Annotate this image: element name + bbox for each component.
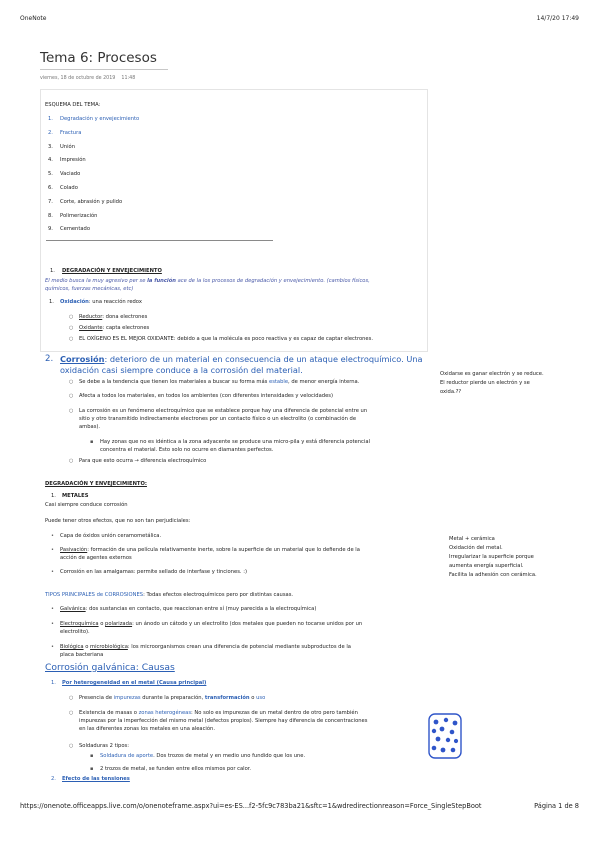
corrosion-bullet-5: Para que esto ocurra → diferencia electroquímico	[79, 458, 207, 464]
oxidante-item: Oxidante: capta electrones	[79, 325, 150, 331]
footer-url: https://onenote.officeapps.live.com/o/onenoteframe.aspx?ui=es-ES...f2-5fc9c783ba21&sftc=1&wdredirectionreason=Force_SingleStepBoot	[20, 802, 482, 810]
cause-1: Por heterogeneidad en el metal (Causa principal)	[62, 680, 207, 686]
circle-bullet-icon: ○	[69, 710, 74, 716]
dot-bullet-icon: •	[51, 644, 54, 650]
soldadura-1: Soldadura de aporte. Dos trozos de metal y en medio uno fundido que los une.	[100, 753, 306, 759]
soldaduras: Soldaduras 2 tipos:	[79, 743, 129, 749]
cause-1b: Existencia de masas o zonas heterogéneas: No solo es impurezas de un metal dentro de otro pero también	[79, 710, 358, 716]
outline-item: Cementado	[60, 226, 91, 233]
corrosion-definition-cont: oxidación casi siempre conduce a la corrosión del material.	[60, 365, 303, 375]
side-note-2-line4: aumenta energía superficial.	[449, 563, 524, 569]
outline-rule	[46, 240, 273, 241]
corrosion-bullet-2: Afecta a todos los materiales, en todos los ambientes (con diferentes intensidades y velocidades)	[79, 393, 333, 399]
corrosion-bullet-3-line2: sitio y otro transmitido indirectamente electrones por un contacto físico o un electrolito (o combinación de	[79, 416, 357, 422]
outline-item-link[interactable]: Degradación y envejecimiento	[60, 116, 140, 122]
tipo-biologica: Biológica o microbiológica: los microorganismos crean una diferencia de potencial mediante subproductos de la	[60, 644, 351, 650]
page-date: viernes, 18 de octubre de 2019 11:48	[40, 76, 136, 81]
dot-bullet-icon: •	[51, 621, 54, 627]
circle-bullet-icon: ○	[69, 458, 74, 464]
dot-bullet-icon: •	[51, 533, 54, 539]
circle-bullet-icon: ○	[69, 325, 74, 331]
metales-heading: METALES	[62, 493, 89, 499]
app-name: OneNote	[20, 15, 47, 22]
cause-2: Efecto de las tensiones	[62, 776, 130, 782]
outline-item-number: 2.	[48, 129, 53, 136]
circle-bullet-icon: ○	[69, 408, 74, 414]
galvanic-causes-heading: Corrosión galvánica: Causas	[45, 662, 175, 673]
dot-bullet-icon: •	[51, 547, 54, 553]
circle-bullet-icon: ○	[69, 314, 74, 320]
sec1-number: 1.	[50, 268, 55, 274]
oxidation-number: 1.	[49, 299, 54, 305]
effect-2-line2: acción de agentes externos	[60, 555, 132, 561]
square-bullet-icon: ▪	[90, 766, 94, 772]
corrosion-number: 2.	[45, 354, 54, 364]
page-title[interactable]: Tema 6: Procesos	[40, 50, 157, 66]
tipo-galvanica: Galvánica: dos sustancias en contacto, que reaccionan entre sí (muy parecida a la electroquímica)	[60, 606, 317, 612]
sec1-title: DEGRADACIÓN Y ENVEJECIMIENTO	[62, 268, 162, 274]
circle-bullet-icon: ○	[69, 695, 74, 701]
cause-1a: Presencia de impurezas durante la preparación, transformación o uso	[79, 695, 266, 701]
tipos-line: TIPOS PRINCIPALES de CORROSIONES: Todas efectos electroquímicos pero por distintas causas.	[45, 592, 294, 598]
metales-number: 1.	[51, 493, 56, 499]
outline-item: Polimerización	[60, 212, 98, 219]
outline-item: Colado	[60, 185, 78, 191]
outline-item-number: 4.	[48, 157, 53, 164]
effect-3: Corrosión en las amalgamas: permite sellado de interfase y tinciones. :)	[60, 569, 247, 575]
outline-item: Impresión	[60, 157, 86, 164]
corrosion-bullet-1: Se debe a la tendencia que tienen los materiales a buscar su forma más estable, de menor energía interna.	[79, 379, 360, 385]
soldadura-2: 2 trozos de metal, se funden entre ellos mismos por calor.	[100, 766, 252, 772]
outline-item-number: 1.	[48, 116, 53, 122]
effect-2: Pasivación: formación de una película relativamente inerte, sobre la superficie de un material que lo defiende de la	[60, 547, 360, 553]
oxygen-item: EL OXÍGENO ES EL MEJOR OXIDANTE: debido a que la molécula es poco reactiva y es capaz de captar electrones.	[79, 336, 373, 342]
corrosion-bullet-3-line3: ambas).	[79, 424, 101, 430]
outline-item: Corte, abrasión y pulido	[60, 198, 123, 205]
outline-item-number: 6.	[48, 185, 53, 191]
oxidation-item: Oxidación: una reacción redox	[60, 299, 142, 305]
metales-casi: Casi siempre conduce corrosión	[45, 502, 128, 508]
outline-item: Vaciado	[60, 171, 81, 178]
tipo-electroquimica-line2: electrolito).	[60, 629, 90, 635]
sec2-title: DEGRADACIÓN Y ENVEJECIMIENTO:	[45, 481, 147, 487]
metales-puede: Puede tener otros efectos, que no son tan perjudiciales:	[45, 518, 191, 524]
metal-impurities-drawing	[425, 710, 465, 762]
side-note-2-line5: Facilita la adhesión con cerámica.	[449, 572, 537, 578]
cause-2-number: 2.	[51, 776, 56, 782]
circle-bullet-icon: ○	[69, 743, 74, 749]
side-note-1-line1: Oxidarse es ganar electrón y se reduce.	[440, 371, 544, 377]
effect-1: Capa de óxidos unión ceramometálica.	[60, 533, 162, 539]
circle-bullet-icon: ○	[69, 336, 74, 342]
corrosion-subbullet-line2: concentra el material. Esto solo no ocurre en diamantes perfectos.	[100, 447, 274, 453]
page-number: Página 1 de 8	[534, 802, 579, 810]
side-note-2-line1: Metal + cerámica	[449, 536, 495, 542]
outline-item-link[interactable]: Fractura	[60, 129, 82, 136]
circle-bullet-icon: ○	[69, 379, 74, 385]
cause-1-number: 1.	[51, 680, 56, 686]
side-note-2-line3: Irregularizar la superficie porque	[449, 554, 534, 560]
note-container	[40, 89, 428, 352]
dot-bullet-icon: •	[51, 569, 54, 575]
reductor-item: Reductor: dona electrones	[79, 314, 148, 320]
cause-1b-line3: en las diferentes zonas los metales en una aleación.	[79, 726, 215, 732]
outline-item-number: 5.	[48, 171, 53, 178]
square-bullet-icon: ▪	[90, 753, 94, 759]
outline-item-number: 3.	[48, 143, 53, 150]
sec1-intro: El medio busca la muy agresivo per se la función ace de la los procesos de degradación y envejecimiento. (cambios físicos,	[45, 278, 370, 284]
outline-item-number: 9.	[48, 226, 53, 233]
side-note-1-line2: El reductor pierde un electrón y se	[440, 380, 530, 386]
tipo-electroquimica: Electroquímica o polarizada: un ánodo un cátodo y un electrolito (dos metales que pueden no tocarse unidos por un	[60, 621, 363, 627]
outline-heading: ESQUEMA DEL TEMA:	[45, 102, 101, 108]
cause-1b-line2: impurezas por la imperfección del mismo metal (defectos propios). Siempre hay diferencia de concentraciones	[79, 718, 368, 724]
title-underline	[40, 69, 168, 70]
sec1-intro-cont: químicos, fuerzas mecánicas, etc)	[45, 286, 134, 292]
outline-item: Unión	[60, 143, 75, 150]
outline-item-number: 7.	[48, 198, 53, 205]
corrosion-bullet-3: La corrosión es un fenómeno electroquímico que se establece porque hay una diferencia de potencial entre un	[79, 408, 368, 414]
corrosion-definition: Corrosión: deterioro de un material en consecuencia de un ataque electroquímico. Una	[60, 354, 423, 364]
print-datetime: 14/7/20 17:49	[536, 15, 579, 22]
square-bullet-icon: ▪	[90, 439, 94, 445]
outline-item-number: 8.	[48, 212, 53, 219]
side-note-1-line3: oxida.??	[440, 389, 462, 395]
dot-bullet-icon: •	[51, 606, 54, 612]
circle-bullet-icon: ○	[69, 393, 74, 399]
corrosion-subbullet: Hay zonas que no es idéntica a la zona adyacente se produce una micro-pila y está diferencia potencial	[100, 439, 370, 445]
tipo-biologica-line2: placa bacteriana	[60, 652, 104, 658]
side-note-2-line2: Oxidación del metal.	[449, 545, 503, 551]
